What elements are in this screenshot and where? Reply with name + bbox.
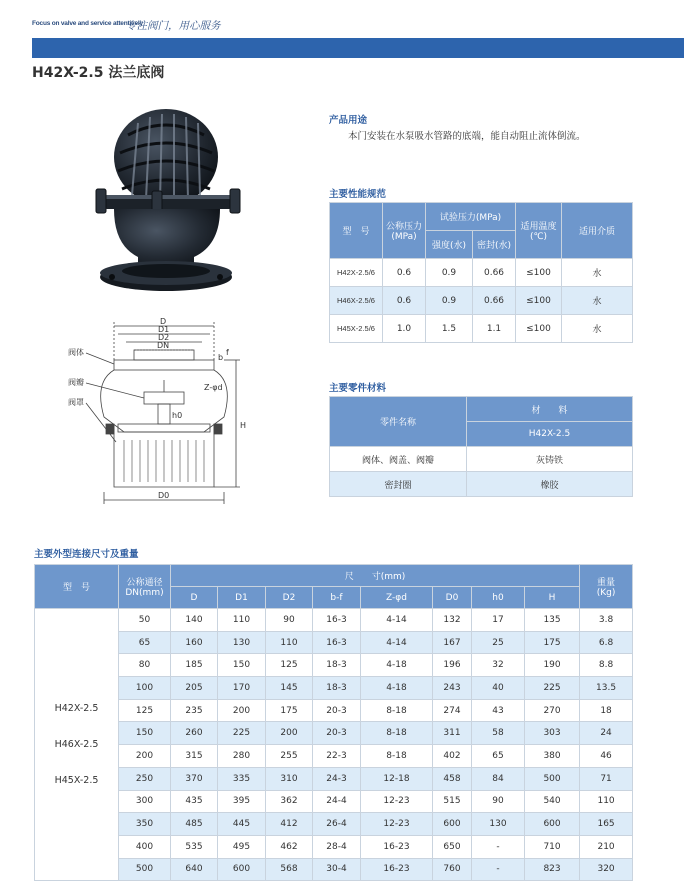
dim-cell-H: 600 <box>525 813 580 836</box>
drawing-label-cover: 阀罩 <box>68 398 84 407</box>
table-row <box>330 287 633 315</box>
dim-cell-D0: 132 <box>433 609 472 632</box>
dim-header-dn <box>119 565 171 609</box>
valve-drawing <box>64 312 264 512</box>
dim-cell-D1: 110 <box>218 609 266 632</box>
dim-cell-D2: 175 <box>266 699 313 722</box>
dim-cell-h0: 17 <box>472 609 525 632</box>
dim-header-size: 尺 寸(mm) <box>171 565 580 587</box>
dimensions-heading: 主要外型连接尺寸及重量 <box>34 549 139 560</box>
dim-col-D0: D0 <box>433 587 472 609</box>
dim-cell-bf: 26-4 <box>313 813 361 836</box>
dim-cell-bf: 24-3 <box>313 767 361 790</box>
dim-cell-h0: 32 <box>472 654 525 677</box>
dim-cell-h0: - <box>472 858 525 881</box>
perf-cell-model: H45X-2.5/6 <box>330 315 383 343</box>
dim-cell-D0: 600 <box>433 813 472 836</box>
dim-cell-zd: 12-23 <box>361 813 433 836</box>
mat-cell-part: 阀体、阀盖、阀瓣 <box>330 447 467 472</box>
header-bar <box>32 38 684 58</box>
dim-col-h0: h0 <box>472 587 525 609</box>
dim-cell-H: 710 <box>525 835 580 858</box>
perf-cell-nominal: 0.6 <box>383 287 426 315</box>
drawing-label-D2: D2 <box>158 333 170 342</box>
dim-model-name: H42X-2.5 <box>54 702 99 714</box>
performance-table <box>329 202 633 343</box>
dim-cell-H: 380 <box>525 745 580 768</box>
table-row <box>330 259 633 287</box>
dim-cell-H: 175 <box>525 631 580 654</box>
perf-cell-temp: ≤100 <box>516 287 562 315</box>
dim-col-D1: D1 <box>218 587 266 609</box>
dim-cell-H: 303 <box>525 722 580 745</box>
table-row <box>35 858 633 881</box>
dim-cell-zd: 12-18 <box>361 767 433 790</box>
dim-cell-dn: 65 <box>119 631 171 654</box>
dim-cell-D2: 568 <box>266 858 313 881</box>
drawing-label-D: D <box>160 317 167 326</box>
dim-cell-h0: 43 <box>472 699 525 722</box>
dim-cell-D: 260 <box>171 722 218 745</box>
perf-header-seal: 密封(水) <box>473 231 516 259</box>
perf-cell-strength: 0.9 <box>426 287 473 315</box>
dim-cell-w: 8.8 <box>580 654 633 677</box>
dim-cell-D1: 280 <box>218 745 266 768</box>
dim-cell-dn: 100 <box>119 677 171 700</box>
dim-model-name: H46X-2.5 <box>54 738 99 750</box>
dim-cell-D2: 310 <box>266 767 313 790</box>
dim-cell-D0: 274 <box>433 699 472 722</box>
dim-cell-zd: 16-23 <box>361 835 433 858</box>
table-row <box>330 472 633 497</box>
dim-cell-D1: 335 <box>218 767 266 790</box>
dim-cell-dn: 80 <box>119 654 171 677</box>
dim-cell-D: 370 <box>171 767 218 790</box>
dim-header-dn-unit: DN(mm) <box>125 588 164 598</box>
dim-cell-w: 71 <box>580 767 633 790</box>
dim-cell-zd: 4-18 <box>361 677 433 700</box>
dim-cell-H: 500 <box>525 767 580 790</box>
perf-cell-temp: ≤100 <box>516 259 562 287</box>
dim-cell-D2: 362 <box>266 790 313 813</box>
dim-cell-D0: 515 <box>433 790 472 813</box>
perf-header-model: 型 号 <box>330 203 383 259</box>
dim-cell-zd: 8-18 <box>361 699 433 722</box>
table-row <box>35 767 633 790</box>
mat-cell-material: 灰铸铁 <box>467 447 633 472</box>
dim-cell-dn: 250 <box>119 767 171 790</box>
dim-cell-bf: 18-3 <box>313 654 361 677</box>
dim-cell-w: 13.5 <box>580 677 633 700</box>
dim-cell-h0: 40 <box>472 677 525 700</box>
dim-cell-D0: 243 <box>433 677 472 700</box>
materials-heading: 主要零件材料 <box>329 383 387 394</box>
perf-cell-seal: 0.66 <box>473 287 516 315</box>
drawing-label-D1: D1 <box>158 325 170 334</box>
dim-cell-bf: 18-3 <box>313 677 361 700</box>
perf-cell-medium: 水 <box>562 259 633 287</box>
perf-cell-temp: ≤100 <box>516 315 562 343</box>
dim-cell-bf: 28-4 <box>313 835 361 858</box>
table-row <box>35 745 633 768</box>
dim-cell-w: 24 <box>580 722 633 745</box>
dim-cell-D0: 458 <box>433 767 472 790</box>
dim-cell-D1: 395 <box>218 790 266 813</box>
dim-cell-zd: 16-23 <box>361 858 433 881</box>
table-row <box>35 654 633 677</box>
dim-cell-H: 540 <box>525 790 580 813</box>
perf-header-temp-unit: (℃) <box>529 232 548 242</box>
perf-header-strength: 强度(水) <box>426 231 473 259</box>
perf-cell-model: H46X-2.5/6 <box>330 287 383 315</box>
table-row <box>35 631 633 654</box>
dim-cell-D: 140 <box>171 609 218 632</box>
dim-cell-H: 135 <box>525 609 580 632</box>
table-row <box>35 835 633 858</box>
dimensions-table <box>34 564 633 881</box>
dim-cell-D0: 196 <box>433 654 472 677</box>
dim-col-H: H <box>525 587 580 609</box>
dim-col-D2: D2 <box>266 587 313 609</box>
perf-cell-seal: 0.66 <box>473 259 516 287</box>
dim-cell-D1: 225 <box>218 722 266 745</box>
dim-cell-D: 485 <box>171 813 218 836</box>
perf-cell-medium: 水 <box>562 315 633 343</box>
dim-header-dn-label: 公称通径 <box>126 578 163 588</box>
drawing-label-DN: DN <box>157 341 170 350</box>
perf-header-nominal-label: 公称压力 <box>385 222 422 232</box>
dim-cell-dn: 200 <box>119 745 171 768</box>
dim-cell-w: 18 <box>580 699 633 722</box>
dim-header-weight-label: 重量 <box>597 578 616 588</box>
dim-cell-dn: 50 <box>119 609 171 632</box>
dim-cell-D2: 125 <box>266 654 313 677</box>
dim-cell-bf: 30-4 <box>313 858 361 881</box>
slogan-chinese: 专注阀门，用心服务 <box>126 20 221 32</box>
dim-cell-zd: 8-18 <box>361 722 433 745</box>
dim-cell-models <box>35 609 119 881</box>
dim-cell-D0: 167 <box>433 631 472 654</box>
dim-cell-D0: 650 <box>433 835 472 858</box>
mat-header-part: 零件名称 <box>330 397 467 447</box>
dim-header-weight-unit: (Kg) <box>596 588 616 598</box>
dim-cell-h0: 65 <box>472 745 525 768</box>
mat-header-model: H42X-2.5 <box>467 422 633 447</box>
dim-cell-w: 46 <box>580 745 633 768</box>
dim-cell-D0: 402 <box>433 745 472 768</box>
perf-cell-model: H42X-2.5/6 <box>330 259 383 287</box>
table-row <box>330 315 633 343</box>
dim-cell-bf: 24-4 <box>313 790 361 813</box>
dim-cell-D2: 255 <box>266 745 313 768</box>
drawing-label-H: H <box>240 421 247 430</box>
dim-cell-w: 320 <box>580 858 633 881</box>
dim-cell-D0: 311 <box>433 722 472 745</box>
table-row <box>35 677 633 700</box>
dim-cell-w: 210 <box>580 835 633 858</box>
dim-cell-dn: 400 <box>119 835 171 858</box>
dim-model-name: H45X-2.5 <box>54 774 99 786</box>
dim-cell-D2: 110 <box>266 631 313 654</box>
dim-cell-h0: 130 <box>472 813 525 836</box>
dim-cell-zd: 12-23 <box>361 790 433 813</box>
drawing-label-disc: 阀瓣 <box>68 378 84 387</box>
mat-cell-part: 密封圈 <box>330 472 467 497</box>
dim-cell-h0: - <box>472 835 525 858</box>
dim-cell-bf: 20-3 <box>313 722 361 745</box>
dim-cell-zd: 8-18 <box>361 745 433 768</box>
dim-cell-H: 823 <box>525 858 580 881</box>
perf-header-nominal-unit: (MPa) <box>391 232 417 242</box>
dim-cell-h0: 90 <box>472 790 525 813</box>
dim-cell-dn: 500 <box>119 858 171 881</box>
dim-cell-D: 235 <box>171 699 218 722</box>
dim-cell-D1: 150 <box>218 654 266 677</box>
dim-cell-D: 205 <box>171 677 218 700</box>
dim-cell-D: 315 <box>171 745 218 768</box>
perf-cell-nominal: 1.0 <box>383 315 426 343</box>
usage-heading: 产品用途 <box>329 115 368 126</box>
perf-cell-nominal: 0.6 <box>383 259 426 287</box>
drawing-label-b: b <box>218 353 224 362</box>
dim-cell-bf: 22-3 <box>313 745 361 768</box>
drawing-label-h0: h0 <box>172 411 183 420</box>
dim-cell-D2: 462 <box>266 835 313 858</box>
dim-cell-H: 225 <box>525 677 580 700</box>
dim-cell-bf: 20-3 <box>313 699 361 722</box>
drawing-label-body: 阀体 <box>68 348 84 357</box>
drawing-label-zd: Z-φd <box>204 383 223 392</box>
dim-col-bf: b-f <box>313 587 361 609</box>
dim-cell-bf: 16-3 <box>313 631 361 654</box>
mat-header-material: 材 料 <box>467 397 633 422</box>
dim-cell-zd: 4-18 <box>361 654 433 677</box>
dim-cell-h0: 58 <box>472 722 525 745</box>
perf-header-test: 试验压力(MPa) <box>426 203 516 231</box>
dim-cell-D: 185 <box>171 654 218 677</box>
dim-cell-D1: 170 <box>218 677 266 700</box>
performance-heading: 主要性能规范 <box>329 189 387 200</box>
dim-cell-dn: 350 <box>119 813 171 836</box>
dim-cell-D1: 445 <box>218 813 266 836</box>
table-row <box>35 699 633 722</box>
dim-cell-bf: 16-3 <box>313 609 361 632</box>
perf-cell-strength: 1.5 <box>426 315 473 343</box>
dim-cell-zd: 4-14 <box>361 631 433 654</box>
table-row <box>35 722 633 745</box>
table-row <box>35 790 633 813</box>
valve-photo <box>88 95 248 307</box>
table-row <box>35 813 633 836</box>
perf-header-temp-label: 适用温度 <box>520 222 557 232</box>
perf-header-medium: 适用介质 <box>562 203 633 259</box>
perf-header-nominal <box>383 203 426 259</box>
dim-cell-D2: 90 <box>266 609 313 632</box>
dim-cell-w: 165 <box>580 813 633 836</box>
dim-cell-h0: 84 <box>472 767 525 790</box>
dim-cell-dn: 300 <box>119 790 171 813</box>
dim-cell-D1: 130 <box>218 631 266 654</box>
dim-cell-D: 435 <box>171 790 218 813</box>
table-row <box>330 447 633 472</box>
dim-header-model: 型 号 <box>35 565 119 609</box>
perf-cell-strength: 0.9 <box>426 259 473 287</box>
dim-cell-D: 535 <box>171 835 218 858</box>
dim-cell-D0: 760 <box>433 858 472 881</box>
materials-table <box>329 396 633 497</box>
dim-cell-w: 110 <box>580 790 633 813</box>
table-row <box>35 609 633 632</box>
dim-cell-D1: 200 <box>218 699 266 722</box>
perf-header-temp <box>516 203 562 259</box>
dim-cell-H: 190 <box>525 654 580 677</box>
dim-cell-zd: 4-14 <box>361 609 433 632</box>
perf-cell-medium: 水 <box>562 287 633 315</box>
dim-cell-D2: 412 <box>266 813 313 836</box>
usage-text: 本门安装在水泵吸水管路的底端，能自动阻止流体倒流。 <box>348 131 586 142</box>
drawing-label-f: f <box>226 348 229 357</box>
dim-cell-w: 6.8 <box>580 631 633 654</box>
dim-header-weight <box>580 565 633 609</box>
dim-cell-dn: 125 <box>119 699 171 722</box>
dim-cell-w: 3.8 <box>580 609 633 632</box>
dim-cell-H: 270 <box>525 699 580 722</box>
dim-cell-D2: 145 <box>266 677 313 700</box>
dim-cell-dn: 150 <box>119 722 171 745</box>
dim-cell-D2: 200 <box>266 722 313 745</box>
dim-cell-D: 160 <box>171 631 218 654</box>
dim-cell-D1: 600 <box>218 858 266 881</box>
perf-cell-seal: 1.1 <box>473 315 516 343</box>
slogan-english: Focus on valve and service attentively <box>32 20 143 27</box>
dim-col-D: D <box>171 587 218 609</box>
dim-cell-D1: 495 <box>218 835 266 858</box>
product-title: H42X-2.5 法兰底阀 <box>32 65 165 81</box>
dim-cell-D: 640 <box>171 858 218 881</box>
dim-cell-h0: 25 <box>472 631 525 654</box>
mat-cell-material: 橡胶 <box>467 472 633 497</box>
drawing-label-D0: D0 <box>158 491 170 500</box>
dim-col-zd: Z-φd <box>361 587 433 609</box>
